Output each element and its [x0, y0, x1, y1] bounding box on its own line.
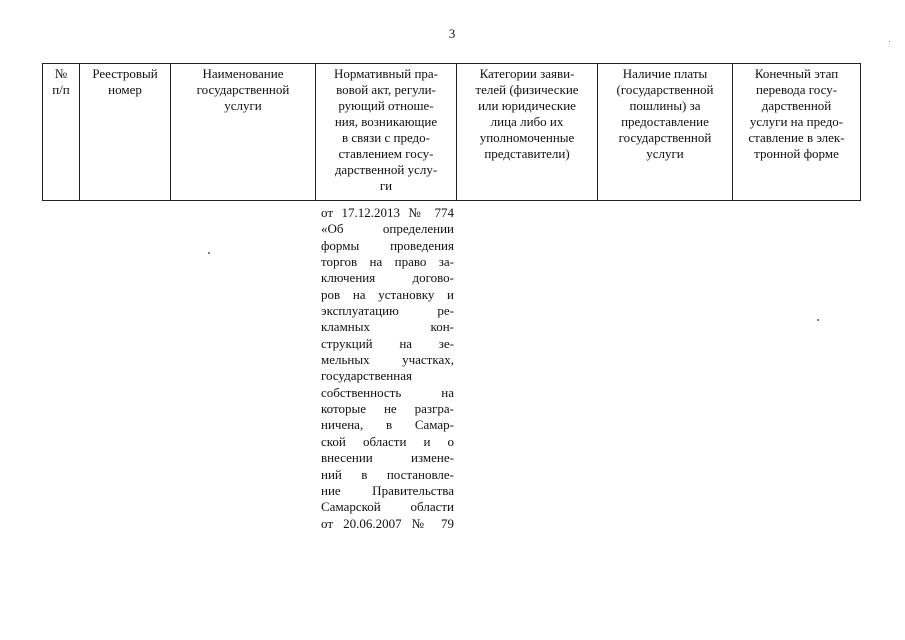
text-line: торгов на право за-: [321, 254, 454, 270]
text-line: ничена, в Самар-: [321, 417, 454, 433]
header-cell-registry-number: Реестровый номер: [80, 64, 171, 201]
text-line: ской области и о: [321, 433, 454, 449]
text-line: которые не разгра-: [321, 401, 454, 417]
header-cell-final-stage: Конечный этап перевода госу- дарственной услуги на предо- ставление в элек- тронной форме: [733, 64, 861, 201]
text-line: собственность на: [321, 384, 454, 400]
services-table-header: [42, 63, 861, 201]
text-line: ний в постановле-: [321, 466, 454, 482]
page-number: 3: [448, 26, 456, 41]
text-line: государственная: [321, 368, 412, 384]
table-header-row: [43, 64, 861, 201]
text-line: от 17.12.2013 № 774: [321, 205, 454, 220]
header-cell-applicant-categories: Категории заяви- телей (физические или юридические лица либо их уполномоченные представители): [457, 64, 598, 201]
header-cell-service-name: Наименование государственной услуги: [171, 64, 316, 201]
text-line: формы проведения: [321, 237, 454, 253]
text-line: кламных кон-: [321, 319, 454, 335]
scan-speck: [889, 41, 890, 42]
scan-speck: [817, 319, 819, 321]
text-line: эксплуатацию ре-: [321, 303, 454, 319]
text-line: «Об определении: [321, 221, 454, 237]
text-line: внесении измене-: [321, 450, 454, 466]
text-line: мельных участках,: [321, 352, 454, 368]
legal-act-continuation-text: [321, 205, 454, 532]
scan-speck: [208, 252, 210, 254]
header-cell-legal-act: Нормативный пра- вовой акт, регули- рующий отноше- ния, возникающие в связи с предо- ставлением госу- дарственной услу- ги: [316, 64, 457, 201]
text-line: от 20.06.2007 № 79: [321, 515, 454, 531]
text-line: струкций на зе-: [321, 335, 454, 351]
text-line: ров на установку и: [321, 286, 454, 302]
text-line: ние Правительства: [321, 482, 454, 498]
text-line: Самарской области: [321, 499, 454, 515]
text-line: ключения догово-: [321, 270, 454, 286]
header-cell-number: № п/п: [43, 64, 80, 201]
header-cell-fee: Наличие платы (государственной пошлины) за предоставление государственной услуги: [598, 64, 733, 201]
